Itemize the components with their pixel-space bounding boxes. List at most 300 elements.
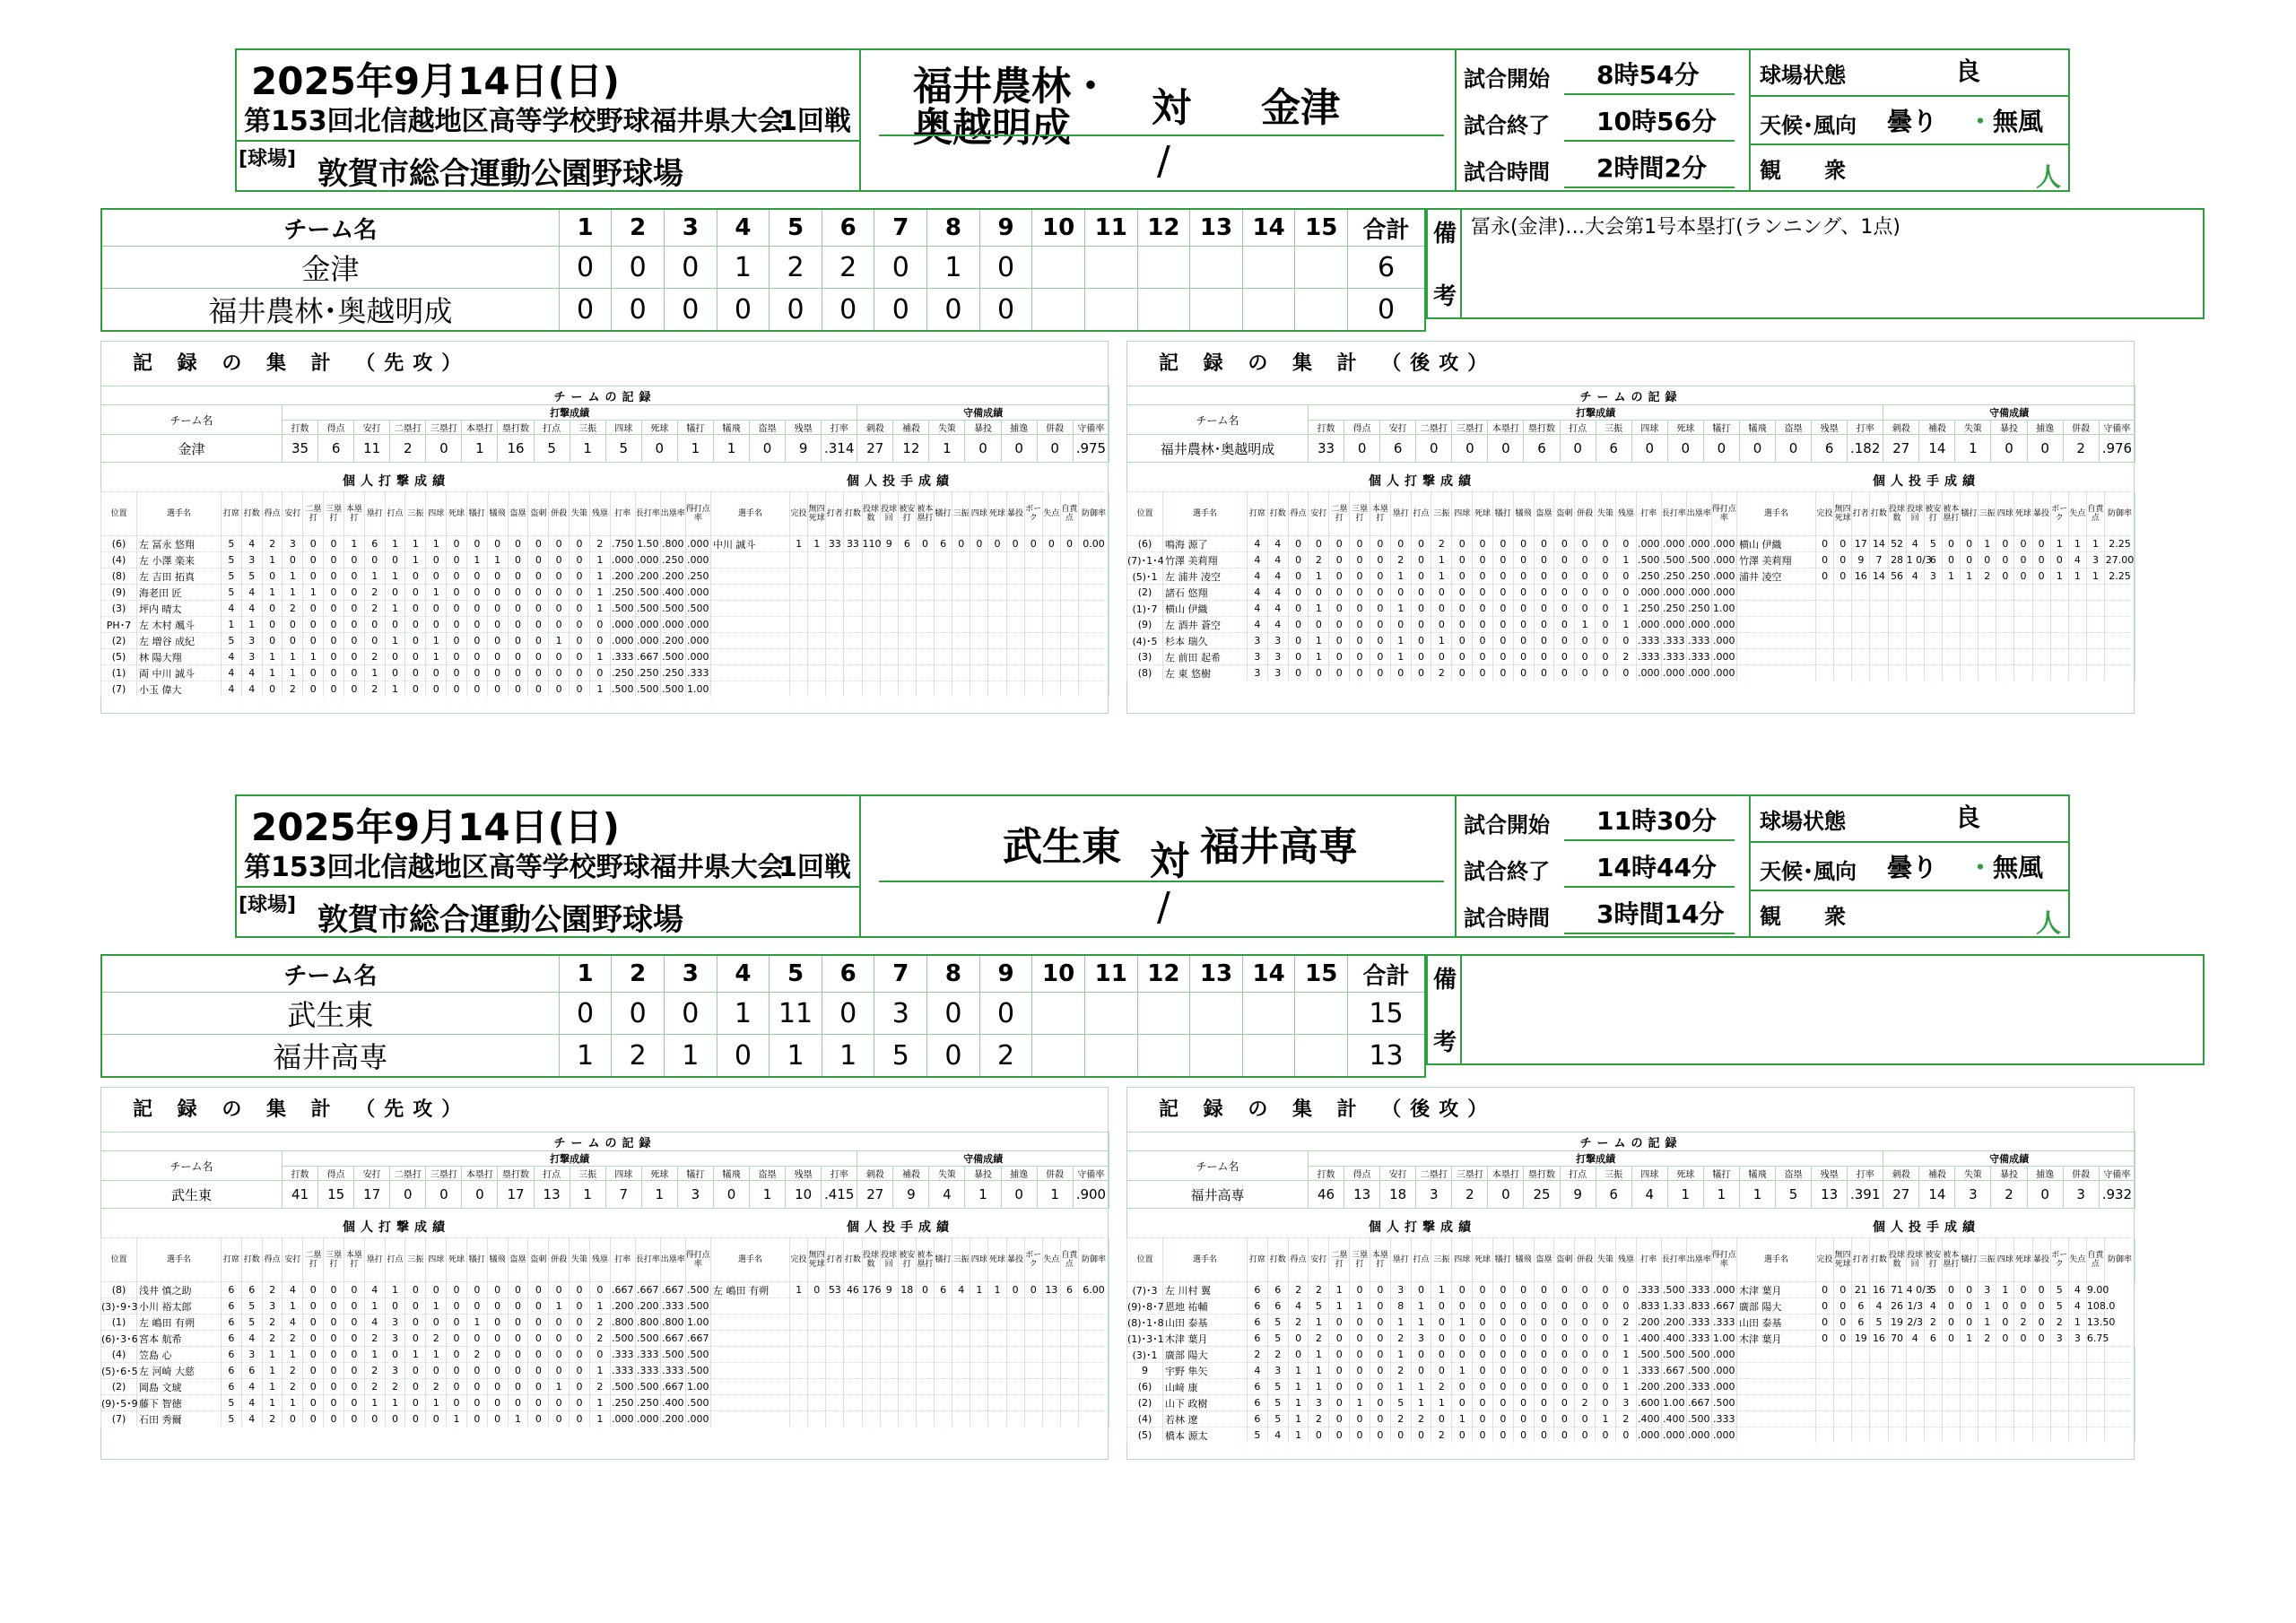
- batting-head: 犠打: [1492, 492, 1513, 536]
- batting-head: 本塁打: [1370, 1238, 1390, 1282]
- batter-stat: 1: [1431, 1282, 1452, 1298]
- pitcher-row: [711, 1298, 1109, 1315]
- batter-stat: 0: [466, 1395, 487, 1411]
- batter-stat: 0: [1513, 1379, 1534, 1395]
- batter-stat: 6: [1248, 1395, 1268, 1411]
- batter-stat: 0: [1575, 665, 1596, 681]
- batter-stat: 0: [344, 665, 364, 681]
- batter-stat: 0: [487, 1282, 508, 1298]
- team-record-value: 18: [1380, 1181, 1416, 1209]
- batter-stat: 1: [1452, 1315, 1473, 1331]
- batter-stat: 2: [589, 1315, 610, 1331]
- pitcher-empty: [1006, 617, 1024, 633]
- pitcher-empty: [1024, 633, 1042, 649]
- pitching-head: 無四死球: [808, 492, 826, 536]
- batter-stat: 0: [528, 552, 549, 568]
- team-record-value: 17: [354, 1181, 390, 1209]
- pitcher-empty: [844, 1379, 862, 1395]
- batter-stat: 1: [1452, 1411, 1473, 1428]
- pitcher-empty: [1924, 1411, 1942, 1428]
- batter-stat: 0: [1513, 568, 1534, 585]
- pitcher-empty: [1852, 1395, 1870, 1411]
- batter-stat: .400: [660, 1395, 685, 1411]
- team-record-sub-row: [1127, 1151, 2135, 1167]
- batter-name: 橋本 源太: [1163, 1428, 1248, 1444]
- batter-stat: 0: [1615, 536, 1636, 552]
- pitcher-stat: 1: [2086, 536, 2104, 552]
- pitcher-empty: [1906, 1379, 1924, 1395]
- batter-stat: 0: [405, 601, 426, 617]
- batter-stat: 0: [1350, 633, 1370, 649]
- batter-stat: 0: [1288, 601, 1309, 617]
- batter-stat: .500: [1661, 552, 1686, 568]
- pitcher-empty: [1888, 649, 1906, 665]
- pitcher-empty: [1906, 585, 1924, 601]
- batter-stat: 0: [528, 665, 549, 681]
- batter-stat: 1: [405, 552, 426, 568]
- team-col-header: 犠打: [677, 421, 713, 435]
- pitcher-empty: [844, 1363, 862, 1379]
- time-value-1: 14時44分: [1596, 853, 1717, 882]
- batter-stat: 2: [1431, 1379, 1452, 1395]
- batter-stat: 0: [1309, 1428, 1329, 1444]
- team-record-value: 3: [677, 1181, 713, 1209]
- batter-stat: 0: [1452, 601, 1473, 617]
- batting-head: 二塁打: [303, 1238, 324, 1282]
- pitcher-empty: [2014, 1428, 2032, 1444]
- pitcher-empty: [1079, 552, 1109, 568]
- batter-stat: 0: [466, 585, 487, 601]
- pitcher-empty: [1834, 601, 1852, 617]
- pitcher-empty: [1924, 649, 1942, 665]
- pitcher-empty: [1979, 617, 1996, 633]
- inning-score: 0: [664, 993, 717, 1035]
- pitcher-empty: [916, 1379, 934, 1395]
- batter-name: 左 酒井 蒼空: [1163, 617, 1248, 633]
- pitcher-stat: 0: [1006, 536, 1024, 552]
- batter-stat: .500: [1686, 1363, 1711, 1379]
- pitcher-empty: [1979, 649, 1996, 665]
- batter-stat: .800: [660, 1315, 685, 1331]
- batter-stat: 0: [447, 1347, 467, 1363]
- ind-pitching-caption: 個人投手成績: [847, 1220, 954, 1235]
- batter-stat: .750: [610, 536, 635, 552]
- pitching-head: 失点: [2068, 492, 2086, 536]
- team-record-value: 3: [2063, 1181, 2099, 1209]
- batter-stat: 0: [324, 1347, 344, 1363]
- batter-stat: 0: [1534, 1395, 1554, 1411]
- batter-stat: 1: [1329, 1282, 1350, 1298]
- batter-stat: 1: [426, 1395, 447, 1411]
- batter-stat: 0: [1575, 1315, 1596, 1331]
- batter-stat: .667: [635, 649, 660, 665]
- team-col-header: 打数: [283, 421, 318, 435]
- batter-stat: 0: [528, 585, 549, 601]
- batter-stat: 0: [1473, 665, 1493, 681]
- pitcher-empty: [1942, 1411, 1960, 1428]
- batting-head: 長打率: [635, 1238, 660, 1282]
- batter-stat: (8): [101, 1282, 137, 1298]
- pitcher-empty: [711, 665, 790, 681]
- pitcher-empty: [1996, 585, 2014, 601]
- batter-name: 左 河崎 大慈: [137, 1363, 222, 1379]
- batter-stat: 0: [303, 1411, 324, 1428]
- batter-name: 浅井 慎之助: [137, 1282, 222, 1298]
- batter-stat: 0: [1534, 1411, 1554, 1428]
- pitcher-empty: [2105, 1379, 2135, 1395]
- pitcher-empty: [935, 585, 952, 601]
- batter-stat: 0: [570, 1411, 590, 1428]
- batter-stat: .333: [1686, 649, 1711, 665]
- batter-stat: 0: [426, 617, 447, 633]
- team-col-header: 得点: [318, 421, 354, 435]
- inning-score: [1295, 247, 1348, 289]
- batter-stat: 0: [1513, 1331, 1534, 1347]
- batter-stat: .400: [1636, 1331, 1661, 1347]
- batting-head: 塁打: [1390, 492, 1411, 536]
- pitcher-empty: [2086, 617, 2104, 633]
- team-col-header: 打率: [822, 1167, 857, 1181]
- batter-stat: 0: [549, 585, 570, 601]
- inning-score: 0: [612, 993, 665, 1035]
- batter-stat: 0: [1350, 1379, 1370, 1395]
- ind-pitching-table: [710, 491, 1109, 697]
- team-record-value: 27: [1883, 1181, 1919, 1209]
- pitcher-empty: [1996, 633, 2014, 649]
- pitcher-empty: [1737, 1411, 1816, 1428]
- batter-stat: 0: [508, 1363, 528, 1379]
- line-header-12: 12: [1137, 209, 1190, 247]
- batter-stat: 0: [1534, 649, 1554, 665]
- batter-stat: 4: [1248, 1363, 1268, 1379]
- team-record-value: 6: [1812, 435, 1848, 463]
- batter-stat: 6: [1267, 1298, 1288, 1315]
- pitcher-empty: [1906, 1347, 1924, 1363]
- batter-stat: 0: [570, 1282, 590, 1298]
- pitcher-empty: [2050, 1363, 2068, 1379]
- pitcher-stat: 2/3: [1906, 1315, 1924, 1331]
- field-value: 良: [1955, 56, 1981, 86]
- pitcher-empty: [880, 681, 898, 698]
- batter-stat: 0: [1288, 552, 1309, 568]
- batter-stat: 0: [262, 617, 283, 633]
- pitcher-empty: [952, 1363, 970, 1379]
- batter-stat: 0: [1575, 1347, 1596, 1363]
- batter-stat: 6: [1248, 1315, 1268, 1331]
- batter-stat: 1: [1309, 1347, 1329, 1363]
- inning-score: 0: [927, 289, 980, 332]
- pitching-head: 投球回: [880, 492, 898, 536]
- batter-row: [101, 585, 711, 601]
- team-record-value: 0: [1991, 435, 2027, 463]
- batter-stat: 6: [222, 1363, 242, 1379]
- batter-stat: (6): [101, 536, 137, 552]
- batting-head: 本塁打: [344, 1238, 364, 1282]
- pitcher-stat: 2: [2014, 1315, 2032, 1331]
- batter-row: [101, 1315, 711, 1331]
- line-header-row: [101, 209, 1425, 247]
- pitcher-empty: [844, 617, 862, 633]
- batter-row: [1127, 568, 1737, 585]
- batter-stat: 0: [487, 536, 508, 552]
- batter-stat: 0: [1350, 665, 1370, 681]
- batter-stat: .000: [610, 552, 635, 568]
- pitcher-empty: [1961, 633, 1979, 649]
- pitcher-empty: [952, 1331, 970, 1347]
- batter-stat: 0: [1329, 1347, 1350, 1363]
- batter-stat: 0: [1596, 585, 1616, 601]
- batter-stat: 0: [344, 552, 364, 568]
- batter-stat: 5: [241, 568, 262, 585]
- batter-stat: .000: [1711, 1363, 1736, 1379]
- batter-stat: .000: [635, 633, 660, 649]
- batter-stat: 0: [1554, 536, 1575, 552]
- batter-stat: .333: [1636, 1363, 1661, 1379]
- batter-stat: 6: [222, 1379, 242, 1395]
- team-record-value: 0: [713, 1181, 749, 1209]
- batter-stat: 5: [222, 1395, 242, 1411]
- batter-stat: 0: [1615, 1298, 1636, 1315]
- ind-batting-table: [100, 491, 711, 697]
- batter-stat: .333: [1686, 1315, 1711, 1331]
- batter-stat: 0: [1350, 1331, 1370, 1347]
- team-record-value: 1: [570, 435, 605, 463]
- line-header-team: チーム名: [101, 209, 559, 247]
- batter-stat: 1: [385, 681, 405, 698]
- batting-head: 打席: [1248, 1238, 1268, 1282]
- batter-stat: .000: [1711, 649, 1736, 665]
- batting-head: 安打: [283, 492, 303, 536]
- pitching-head: 自責点: [2086, 492, 2104, 536]
- pitcher-empty: [844, 1298, 862, 1315]
- batter-stat: 0: [508, 681, 528, 698]
- pitcher-empty: [880, 617, 898, 633]
- inning-score: [1032, 247, 1085, 289]
- team-record-value: 0: [1452, 435, 1488, 463]
- team-record-value: 0: [1703, 435, 1739, 463]
- batter-stat: 0: [466, 649, 487, 665]
- batting-head-row: [101, 1238, 711, 1282]
- line-row: [101, 289, 1425, 332]
- team-col-header: 死球: [1667, 1167, 1703, 1181]
- pitcher-stat: 1: [1979, 1298, 1996, 1315]
- batter-stat: (5)･6･5: [101, 1363, 137, 1379]
- pitcher-row: [711, 649, 1109, 665]
- batter-name: 小川 裕太郎: [137, 1298, 222, 1315]
- pitcher-empty: [1006, 665, 1024, 681]
- batter-stat: 0: [1492, 633, 1513, 649]
- pitcher-stat: 0: [1961, 536, 1979, 552]
- pitcher-empty: [1979, 1347, 1996, 1363]
- pitcher-empty: [1996, 1363, 2014, 1379]
- team-record-value: 4: [1631, 1181, 1667, 1209]
- pitcher-stat: 0: [1834, 536, 1852, 552]
- pitcher-empty: [1060, 665, 1078, 681]
- batter-stat: 1: [1411, 1395, 1431, 1411]
- batter-stat: 0: [589, 633, 610, 649]
- pitcher-empty: [1979, 1379, 1996, 1395]
- batter-row: [101, 1411, 711, 1428]
- pitcher-empty: [916, 601, 934, 617]
- batter-stat: 3: [385, 1315, 405, 1331]
- pitcher-stat: 1: [970, 1282, 988, 1298]
- pitcher-empty: [1042, 1363, 1060, 1379]
- batter-stat: 1: [385, 1282, 405, 1298]
- line-header-13: 13: [1190, 209, 1243, 247]
- team-col-header: 本塁打: [462, 1167, 498, 1181]
- pitcher-empty: [952, 681, 970, 698]
- batting-head: 三塁打: [324, 1238, 344, 1282]
- pitcher-empty: [844, 1331, 862, 1347]
- pitcher-empty: [1042, 1411, 1060, 1428]
- pitcher-empty: [1888, 1379, 1906, 1395]
- batter-stat: .333: [610, 1363, 635, 1379]
- batter-stat: 0: [1411, 1363, 1431, 1379]
- pitcher-empty: [826, 1298, 844, 1315]
- batter-stat: 0: [1473, 568, 1493, 585]
- pitcher-empty: [1942, 1395, 1960, 1411]
- batter-stat: 0: [570, 633, 590, 649]
- batter-name: 藤下 智徳: [137, 1395, 222, 1411]
- pitcher-empty: [1888, 1395, 1906, 1411]
- batter-stat: 0: [447, 1331, 467, 1347]
- batting-caption: 打撃成績: [1309, 1151, 1883, 1167]
- batter-stat: 0: [570, 568, 590, 585]
- pitcher-stat: 19: [1852, 1331, 1870, 1347]
- team-record-value: 1: [713, 435, 749, 463]
- batter-stat: 0: [508, 585, 528, 601]
- batter-stat: .000: [1636, 617, 1661, 633]
- batter-stat: 0: [570, 1347, 590, 1363]
- team-record-value: 0: [1001, 435, 1037, 463]
- pitcher-empty: [1888, 1411, 1906, 1428]
- batter-stat: 1: [364, 1298, 385, 1315]
- pitcher-empty: [1060, 649, 1078, 665]
- batter-stat: 0: [1615, 568, 1636, 585]
- ind-batting-caption: 個人打撃成績: [343, 1220, 450, 1235]
- inning-score: [1137, 247, 1190, 289]
- inning-score: [1190, 289, 1243, 332]
- batter-stat: 0: [385, 1347, 405, 1363]
- batter-stat: 2: [1309, 1282, 1329, 1298]
- pitching-head: ボーク: [2050, 1238, 2068, 1282]
- batter-stat: 4: [1267, 601, 1288, 617]
- batter-stat: 0: [1554, 665, 1575, 681]
- batter-stat: 0: [303, 552, 324, 568]
- batter-stat: 0: [549, 552, 570, 568]
- batter-stat: 0: [570, 665, 590, 681]
- pitcher-empty: [844, 665, 862, 681]
- batter-stat: 0: [324, 1395, 344, 1411]
- batter-stat: 0: [570, 681, 590, 698]
- batter-stat: 6: [222, 1347, 242, 1363]
- pitcher-empty: [952, 1411, 970, 1428]
- batter-stat: .000: [1686, 617, 1711, 633]
- batter-stat: 0: [405, 681, 426, 698]
- pitcher-empty: [711, 633, 790, 649]
- batter-stat: .333: [1636, 633, 1661, 649]
- pitcher-stat: 0: [916, 536, 934, 552]
- pitcher-stat: 2: [1924, 1315, 1942, 1331]
- line-row: [101, 1035, 1425, 1078]
- pitcher-stat: 1: [808, 536, 826, 552]
- batter-stat: 3: [241, 633, 262, 649]
- line-header-14: 14: [1242, 955, 1295, 993]
- pitcher-empty: [970, 665, 988, 681]
- inning-score: [1190, 247, 1243, 289]
- batter-stat: 0: [1596, 536, 1616, 552]
- pitcher-stat: 17: [1852, 536, 1870, 552]
- pitcher-empty: [1996, 649, 2014, 665]
- pitcher-empty: [844, 1347, 862, 1363]
- time-underline-1: [1564, 886, 1735, 888]
- batter-stat: 0: [303, 633, 324, 649]
- batter-stat: 0: [1534, 568, 1554, 585]
- ind-batting-caption: 個人打撃成績: [1369, 1220, 1476, 1235]
- batter-stat: 0: [283, 552, 303, 568]
- batting-head: 打率: [610, 492, 635, 536]
- pitcher-stat: 6: [935, 536, 952, 552]
- pitcher-stat: 0: [808, 1282, 826, 1298]
- batter-stat: 0: [570, 552, 590, 568]
- line-header-合計: 合計: [1348, 955, 1425, 993]
- batting-head: 出塁率: [1686, 1238, 1711, 1282]
- batter-stat: .000: [1686, 665, 1711, 681]
- batting-head: 打席: [222, 1238, 242, 1282]
- batter-stat: 1: [1431, 552, 1452, 568]
- batter-stat: 0: [570, 1395, 590, 1411]
- teams-underline: [879, 135, 1444, 136]
- team-record-value: 0: [1776, 435, 1812, 463]
- pitching-head: 選手名: [1737, 492, 1816, 536]
- batter-stat: .000: [1711, 617, 1736, 633]
- pitcher-empty: [844, 552, 862, 568]
- defense-caption: 守備成績: [1883, 1151, 2135, 1167]
- batter-stat: 2: [364, 585, 385, 601]
- pitching-head: ボーク: [1024, 1238, 1042, 1282]
- batter-stat: 0: [1596, 568, 1616, 585]
- batter-stat: 1: [1288, 1363, 1309, 1379]
- batter-stat: 0: [1329, 617, 1350, 633]
- pitching-head: 暴投: [2032, 492, 2050, 536]
- batter-row: [1127, 585, 1737, 601]
- batter-stat: 4: [1248, 568, 1268, 585]
- team-col-header: 打点: [1560, 421, 1596, 435]
- pitcher-stat: 0: [1961, 1315, 1979, 1331]
- batter-stat: 1: [426, 536, 447, 552]
- batter-row: [101, 601, 711, 617]
- batter-stat: 0: [1596, 1347, 1616, 1363]
- batter-stat: .000: [635, 552, 660, 568]
- batter-stat: 1: [1615, 1331, 1636, 1347]
- batter-stat: 2: [1288, 1315, 1309, 1331]
- batter-stat: 0: [1350, 649, 1370, 665]
- batter-stat: (6): [1127, 536, 1163, 552]
- pitcher-empty: [2014, 601, 2032, 617]
- pitcher-empty: [1979, 633, 1996, 649]
- pitcher-stat: 16: [1870, 1282, 1888, 1298]
- time-underline-1: [1564, 140, 1735, 142]
- pitcher-empty: [1924, 1363, 1942, 1379]
- pitcher-empty: [1961, 585, 1979, 601]
- pitcher-empty: [1816, 1347, 1834, 1363]
- batter-stat: 0: [1473, 601, 1493, 617]
- inning-score: 2: [822, 247, 874, 289]
- pitcher-stat: 0: [2014, 552, 2032, 568]
- pitcher-empty: [1024, 1379, 1042, 1395]
- batter-stat: 2: [283, 1363, 303, 1379]
- total-score: 6: [1348, 247, 1425, 289]
